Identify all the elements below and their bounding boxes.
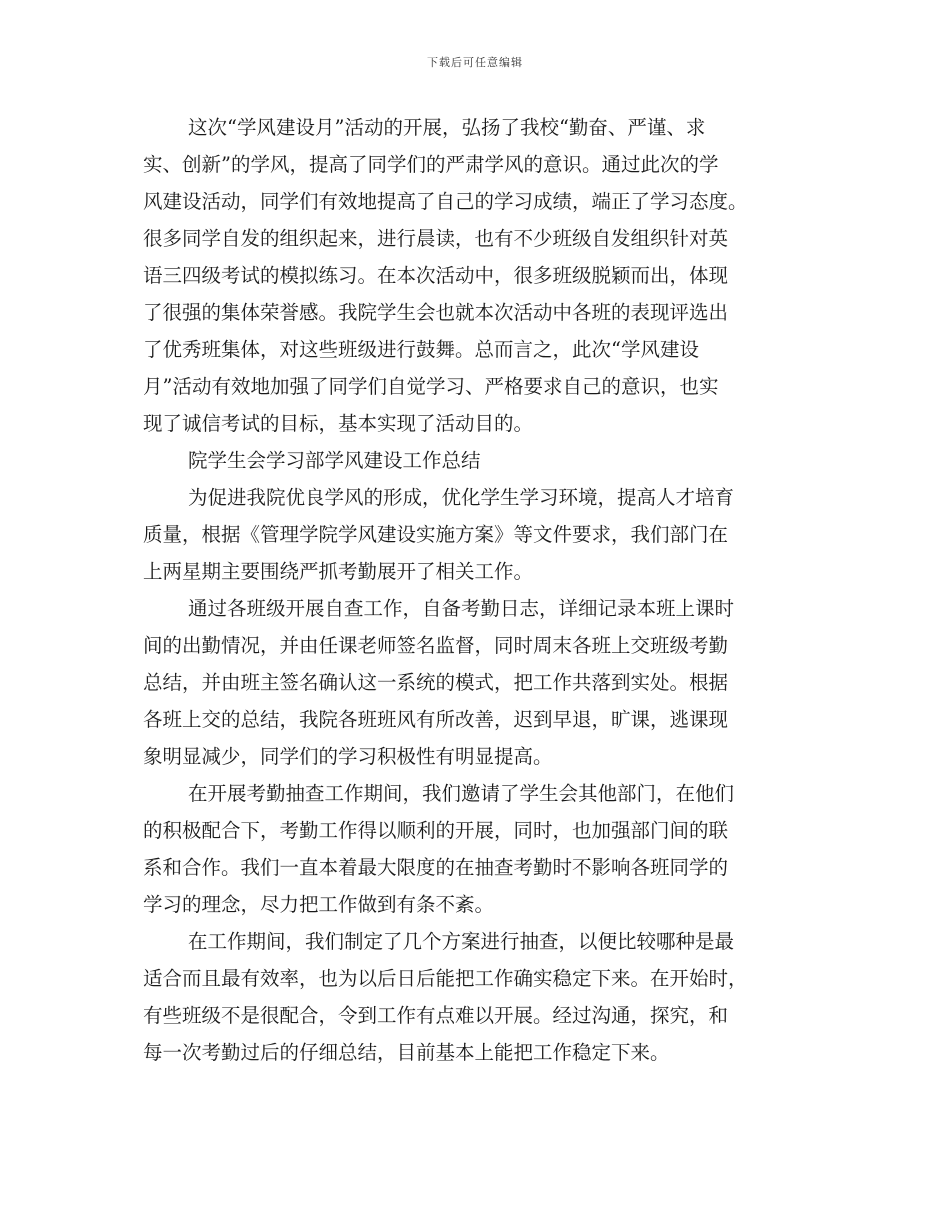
text-line: 院学生会学习部学风建设工作总结 — [188, 449, 481, 472]
text-line: 在开展考勤抽查工作期间，我们邀请了学生会其他部门，在他们 — [188, 782, 735, 805]
text-line: 系和合作。我们一直本着最大限度的在抽查考勤时不影响各班同学的 — [143, 856, 729, 879]
text-line: 每一次考勤过后的仔细总结，目前基本上能把工作稳定下来。 — [143, 1041, 670, 1064]
text-line: 在工作期间，我们制定了几个方案进行抽查，以便比较哪种是最 — [188, 930, 735, 953]
text-line: 适合而且最有效率，也为以后日后能把工作确实稳定下来。在开始时， — [143, 967, 748, 990]
text-line: 间的出勤情况，并由任课老师签名监督，同时周末各班上交班级考勤 — [143, 634, 729, 657]
text-line: 这次“学风建设月”活动的开展，弘扬了我校“勤奋、严谨、求 — [188, 116, 706, 139]
text-line: 为促进我院优良学风的形成，优化学生学习环境，提高人才培育 — [188, 486, 735, 509]
text-line: 的积极配合下，考勤工作得以顺利的开展，同时，也加强部门间的联 — [143, 819, 729, 842]
document-body — [143, 109, 811, 1071]
text-line: 实、创新”的学风，提高了同学们的严肃学风的意识。通过此次的学 — [143, 153, 719, 176]
text-line: 有些班级不是很配合，令到工作有点难以开展。经过沟通，探究，和 — [143, 1004, 729, 1027]
text-line: 质量，根据《管理学院学风建设实施方案》等文件要求，我们部门在 — [143, 523, 729, 546]
text-line: 总结，并由班主签名确认这一系统的模式，把工作共落到实处。根据 — [143, 671, 729, 694]
text-line: 风建设活动，同学们有效地提高了自己的学习成绩，端正了学习态度。 — [143, 190, 748, 213]
text-line: 月”活动有效地加强了同学们自觉学习、严格要求自己的意识，也实 — [143, 375, 719, 398]
text-line: 很多同学自发的组织起来，进行晨读，也有不少班级自发组织针对英 — [143, 227, 729, 250]
text-line: 象明显减少，同学们的学习积极性有明显提高。 — [143, 745, 553, 768]
page-header: 下载后可任意编辑 — [427, 56, 523, 69]
text-line: 各班上交的总结，我院各班班风有所改善，迟到早退，旷课，逃课现 — [143, 708, 729, 731]
text-line: 语三四级考试的模拟练习。在本次活动中，很多班级脱颖而出，体现 — [143, 264, 729, 287]
text-line: 通过各班级开展自查工作，自备考勤日志，详细记录本班上课时 — [188, 597, 735, 620]
text-line: 现了诚信考试的目标，基本实现了活动目的。 — [143, 412, 534, 435]
text-line: 了很强的集体荣誉感。我院学生会也就本次活动中各班的表现评选出 — [143, 301, 729, 324]
text-line: 学习的理念，尽力把工作做到有条不紊。 — [143, 893, 495, 916]
text-line: 了优秀班集体，对这些班级进行鼓舞。总而言之，此次“学风建设 — [143, 338, 699, 361]
text-line: 上两星期主要围绕严抓考勤展开了相关工作。 — [143, 560, 534, 583]
